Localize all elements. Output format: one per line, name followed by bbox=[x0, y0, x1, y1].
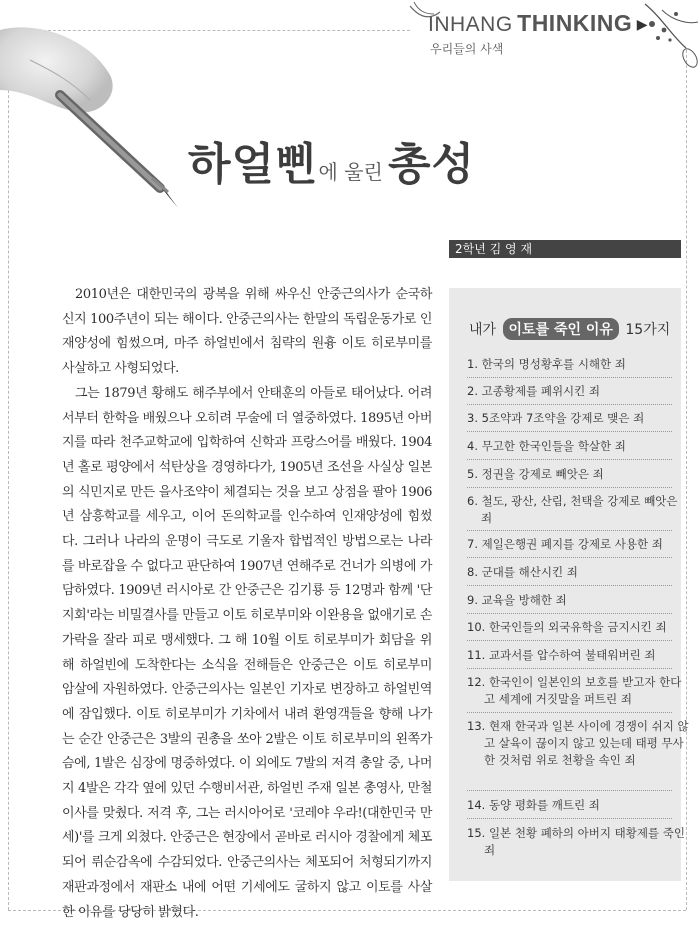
list-item: 14. 동양 평화를 깨트린 죄 bbox=[467, 798, 600, 812]
title-part-middle: 에 울린 bbox=[318, 160, 383, 184]
list-item: 10. 한국인들의 외국유학을 금지시킨 죄 bbox=[467, 620, 667, 634]
item-divider bbox=[467, 790, 672, 791]
sidebar-heading-highlight: 이토를 죽인 이유 bbox=[503, 318, 619, 340]
item-divider bbox=[467, 557, 672, 558]
sidebar-heading-prefix: 내가 bbox=[469, 322, 497, 338]
list-item: 1. 한국의 명성황후를 시해한 죄 bbox=[467, 357, 626, 371]
item-divider bbox=[467, 459, 672, 460]
item-divider bbox=[467, 530, 672, 531]
sidebar-heading-suffix: 15가지 bbox=[625, 322, 671, 338]
item-divider bbox=[467, 585, 672, 586]
item-divider bbox=[467, 431, 672, 432]
item-divider bbox=[467, 668, 672, 669]
reasons-sidebar bbox=[449, 288, 689, 881]
list-item: 4. 무고한 한국인들을 학살한 죄 bbox=[467, 439, 626, 453]
list-item: 2. 고종황제를 폐위시킨 죄 bbox=[467, 384, 601, 398]
section-subtitle: 우리들의 사색 bbox=[430, 42, 504, 56]
title-part-gunshot: 총성 bbox=[387, 139, 475, 190]
item-divider bbox=[467, 640, 672, 641]
page-border-right bbox=[686, 50, 687, 910]
list-item: 13. 현재 한국과 일본 사이에 경쟁이 쉬지 않고 살육이 끊이지 않고 있는데 태평 무사한 것처럼 위로 천황을 속인 죄 bbox=[467, 719, 689, 767]
list-item: 6. 철도, 광산, 산림, 천택을 강제로 빼앗은 죄 bbox=[467, 494, 678, 525]
article-paragraph: 그는 1879년 황해도 해주부에서 안태훈의 아들로 태어났다. 어려서부터 한학을 배웠으나 오히려 무술에 더 열중하였다. 1895년 아버지를 따라 천주교학교에 입학하여 신학과 프랑스어를 배웠다. 1904년 홀로 평양에서 석탄상을 경영하다가, 1905년 조선을 사실상 일본의 식민지로 만든 을사조약이 체결되는 것을 보고 상점을 팔아 1906년 삼흥학교를 세우고, 이어 돈의학교를 인수하여 인재양성에 힘썼다. 그러나 나라의 운명이 극도로 기울자 합법적인 방법으로는 나라를 바로잡을 수 없다고 판단하여 1907년 연해주로 건너가 의병에 가담하였다. 1909년 러시아로 간 안중근은 김기룡 등 12명과 함께 '단지회'라는 비밀결사를 만들고 이토 히로부미와 이완용을 없애기로 손가락을 잘라 피로 맹세했다. 그 해 10월 이토 히로부미가 회담을 위해 하얼빈에 도착한다는 소식을 전해들은 안중근은 이토 히로부미 암살에 자원하였다. 안중근의사는 일본인 기자로 변장하고 하얼빈역에 잠입했다. 이토 히로부미가 기차에서 내려 환영객들을 향해 나가는 순간 안중근은 3발의 권총을 쏘아 2발은 이토 히로부미의 왼쪽가슴에, 1발은 심장에 명중하였다. 이 외에도 7발의 저격 총알 중, 나머지 4발은 각각 옆에 있던 수행비서관, 하얼빈 주재 일본 총영사, 만철 이사를 맞췄다. 저격 후, 그는 러시아어로 '코레야 우라!(대한민국 만세)'를 크게 외쳤다. 안중근은 현장에서 곧바로 러시아 경찰에게 체포되어 뤼순감옥에 수감되었다. 안중근의사는 체포되어 처형되기까지 재판과정에서 재판소 내에 어떤 기세에도 굴하지 않고 이토를 사살한 이유를 당당히 밝혔다. bbox=[62, 385, 432, 920]
item-divider bbox=[467, 487, 672, 488]
triangle-arrow-icon: ▶ bbox=[636, 16, 648, 32]
list-item: 9. 교육을 방해한 죄 bbox=[467, 593, 567, 607]
sidebar-heading bbox=[469, 318, 670, 340]
brand-thinking: THINKING bbox=[517, 10, 633, 36]
item-divider bbox=[467, 404, 672, 405]
brand-inhang: INHANG bbox=[428, 13, 513, 36]
list-item: 12. 한국인이 일본인의 보호를 받고자 한다고 세계에 거짓말을 퍼트린 죄 bbox=[467, 675, 682, 706]
item-divider bbox=[467, 613, 672, 614]
pen-illustration bbox=[0, 20, 200, 210]
article-paragraph: 2010년은 대한민국의 광복을 위해 싸우신 안중근의사가 순국하신지 100주년이 되는 해이다. 안중근의사는 한말의 독립운동가로 인재양성에 힘썼으며, 마주 하얼빈에서 침략의 원흉 이토 히로부미를 사살하고 사형되었다. bbox=[62, 287, 432, 377]
list-item: 3. 5조약과 7조약을 강제로 맺은 죄 bbox=[467, 411, 645, 425]
article-body bbox=[62, 283, 432, 925]
title-part-harbin: 하얼삔 bbox=[188, 139, 319, 190]
list-item: 8. 군대를 해산시킨 죄 bbox=[467, 565, 578, 579]
list-item: 7. 제일은행권 폐지를 강제로 사용한 죄 bbox=[467, 537, 663, 551]
list-item: 11. 교과서를 압수하여 불태워버린 죄 bbox=[467, 648, 656, 662]
item-divider bbox=[467, 712, 672, 713]
article-title bbox=[188, 128, 528, 198]
item-divider bbox=[467, 377, 672, 378]
list-item: 5. 정권을 강제로 빼앗은 죄 bbox=[467, 467, 604, 481]
list-item: 15. 일본 천황 폐하의 아버지 태황제를 죽인 죄 bbox=[467, 826, 685, 857]
author-byline: 2학년 김 영 재 bbox=[449, 240, 681, 258]
item-divider bbox=[467, 818, 672, 819]
brand-logo bbox=[428, 10, 648, 37]
